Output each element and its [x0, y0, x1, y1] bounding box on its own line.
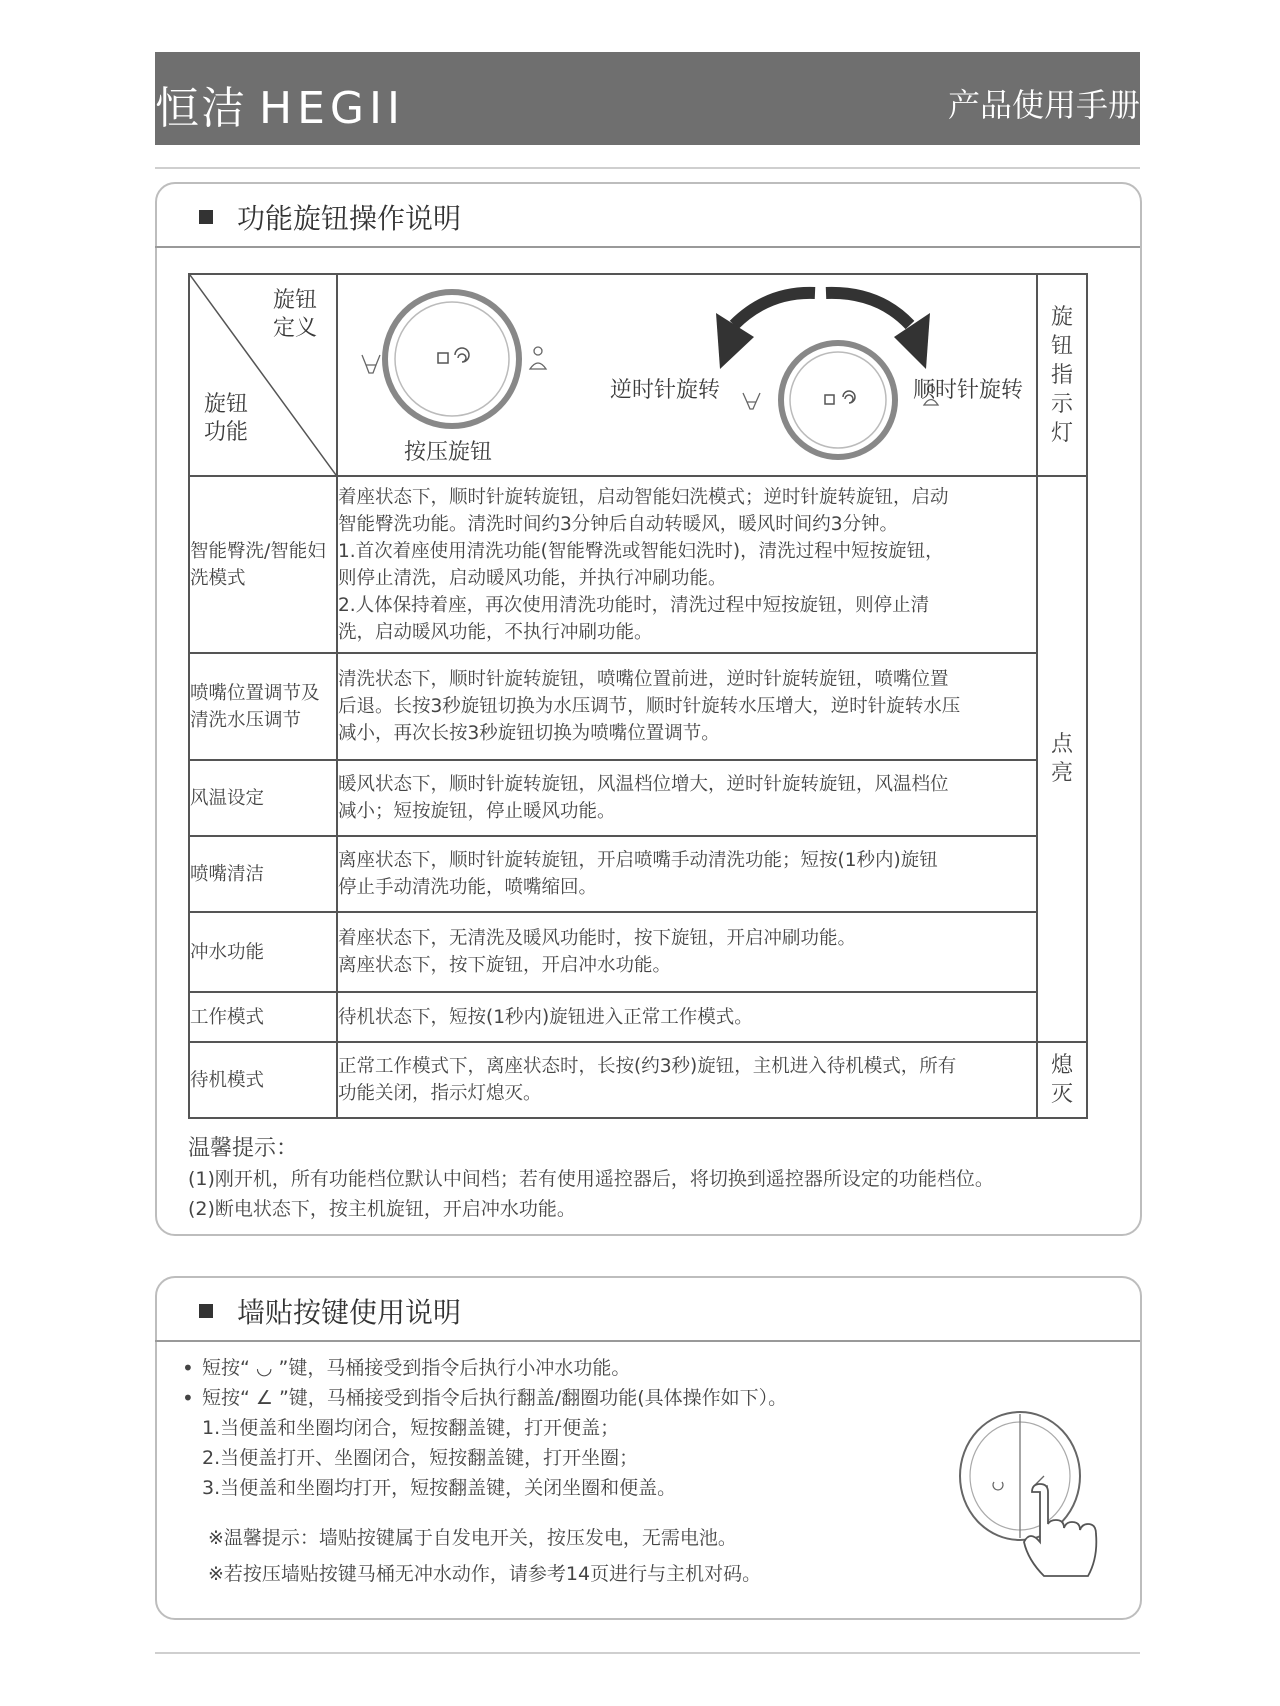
- square-bullet-icon: [199, 210, 213, 224]
- description-cell: 清洗状态下，顺时针旋转旋钮，喷嘴位置前进，逆时针旋转旋钮，喷嘴位置 后退。长按3秒旋钮切换为水压调节，顺时针旋转水压增大，逆时针旋转水压 减小，再次长按3秒旋钮切换为喷嘴位置调节。: [337, 653, 1037, 760]
- knob-operations-table: [188, 273, 1088, 1119]
- function-cell: 冲水功能: [189, 912, 337, 992]
- brand-logo: [155, 72, 405, 136]
- led-on-cell: 点亮: [1037, 476, 1087, 1042]
- header-bar: [155, 52, 1140, 145]
- footer-line: [155, 1652, 1140, 1654]
- tips-title: 温馨提示：: [188, 1136, 299, 1161]
- tip-item: (1)刚开机，所有功能档位默认中间档；若有使用遥控器后，将切换到遥控器所设定的功能档位。: [188, 1168, 994, 1190]
- led-off-cell: 熄灭: [1037, 1042, 1087, 1118]
- step-item: 3.当便盖和坐圈均打开，短按翻盖键，关闭坐圈和便盖。: [202, 1477, 677, 1499]
- note-item: ※温馨提示：墙贴按键属于自发电开关，按压发电，无需电池。: [208, 1527, 737, 1549]
- section1-title: 功能旋钮操作说明: [199, 197, 461, 237]
- square-bullet-icon: [199, 1304, 213, 1318]
- note-item: ※若按压墙贴按键马桶无冲水动作，请参考14页进行与主机对码。: [208, 1563, 762, 1585]
- section2-title: 墙贴按键使用说明: [199, 1291, 461, 1331]
- tip-item: (2)断电状态下，按主机旋钮，开启冲水功能。: [188, 1198, 576, 1220]
- press-knob-label: 按压旋钮: [404, 440, 493, 465]
- description-cell: 待机状态下，短按(1秒内)旋钮进入正常工作模式。: [337, 992, 1037, 1042]
- knob-function-label: 旋钮功能: [204, 392, 249, 445]
- knob-definition-label: 旋钮定义: [272, 288, 317, 341]
- step-item: 1.当便盖和坐圈均闭合，短按翻盖键，打开便盖；: [202, 1417, 620, 1439]
- manual-title: 产品使用手册: [947, 86, 1140, 124]
- description-cell: 离座状态下，顺时针旋转旋钮，开启喷嘴手动清洗功能；短按(1秒内)旋钮 停止手动清洗功能，喷嘴缩回。: [337, 836, 1037, 912]
- led-header-cell: 旋钮指示灯: [1037, 274, 1087, 476]
- bullet-lid-flip: • 短按“ ∠ ”键，马桶接受到指令后执行翻盖/翻圈功能(具体操作如下）。: [180, 1383, 787, 1413]
- description-cell: 着座状态下，顺时针旋转旋钮，启动智能妇洗模式；逆时针旋转旋钮，启动 智能臀洗功能。清洗时间约3分钟后自动转暖风，暖风时间约3分钟。 1.首次着座使用清洗功能(智能臀洗或智能妇洗时)，清洗过程中短按旋钮， 则停止清洗，启动暖风功能，并执行冲刷功能。 2.人体保持着座，再次使用清洗功能时，清洗过程中短按旋钮，则停止清 洗，启动暖风功能，不执行冲刷功能。: [337, 476, 1037, 653]
- table-header-row: [189, 274, 1087, 476]
- description-cell: 着座状态下，无清洗及暖风功能时，按下旋钮，开启冲刷功能。 离座状态下，按下旋钮，开启冲水功能。: [337, 912, 1037, 992]
- description-cell: 正常工作模式下，离座状态时，长按(约3秒)旋钮，主机进入待机模式，所有 功能关闭，指示灯熄灭。: [337, 1042, 1037, 1118]
- tips-block: [188, 1134, 994, 1224]
- function-cell: 风温设定: [189, 760, 337, 836]
- function-cell: 智能臀洗/智能妇洗模式: [189, 476, 337, 653]
- function-cell: 待机模式: [189, 1042, 337, 1118]
- header-underline: [155, 167, 1140, 169]
- knob-illustration-cell: [337, 274, 1037, 476]
- wall-button-instructions: [180, 1353, 787, 1589]
- table-row: [189, 912, 1087, 992]
- brand-en: HEGII: [259, 83, 405, 134]
- step-item: 2.当便盖打开、坐圈闭合，短按翻盖键，打开坐圈；: [202, 1447, 639, 1469]
- section2-divider: [155, 1340, 1140, 1342]
- table-row: [189, 992, 1087, 1042]
- counterclockwise-label: 逆时针旋转: [610, 378, 721, 403]
- table-row: [189, 476, 1087, 653]
- wall-button-hand-icon: [950, 1400, 1110, 1590]
- table-row: [189, 1042, 1087, 1118]
- section1-divider: [155, 246, 1140, 248]
- function-cell: 喷嘴位置调节及清洗水压调节: [189, 653, 337, 760]
- function-cell: 喷嘴清洁: [189, 836, 337, 912]
- function-cell: 工作模式: [189, 992, 337, 1042]
- bullet-small-flush: • 短按“ ◡ ”键，马桶接受到指令后执行小冲水功能。: [180, 1353, 787, 1383]
- clockwise-label: 顺时针旋转: [913, 378, 1024, 403]
- corner-cell: [189, 274, 337, 476]
- table-row: [189, 836, 1087, 912]
- brand-cn: 恒洁: [155, 83, 247, 134]
- rotate-knob-icon: [743, 343, 938, 457]
- description-cell: 暖风状态下，顺时针旋转旋钮，风温档位增大，逆时针旋转旋钮，风温档位 减小；短按旋钮，停止暖风功能。: [337, 760, 1037, 836]
- table-row: [189, 760, 1087, 836]
- table-row: [189, 653, 1087, 760]
- press-knob-icon: [362, 292, 546, 426]
